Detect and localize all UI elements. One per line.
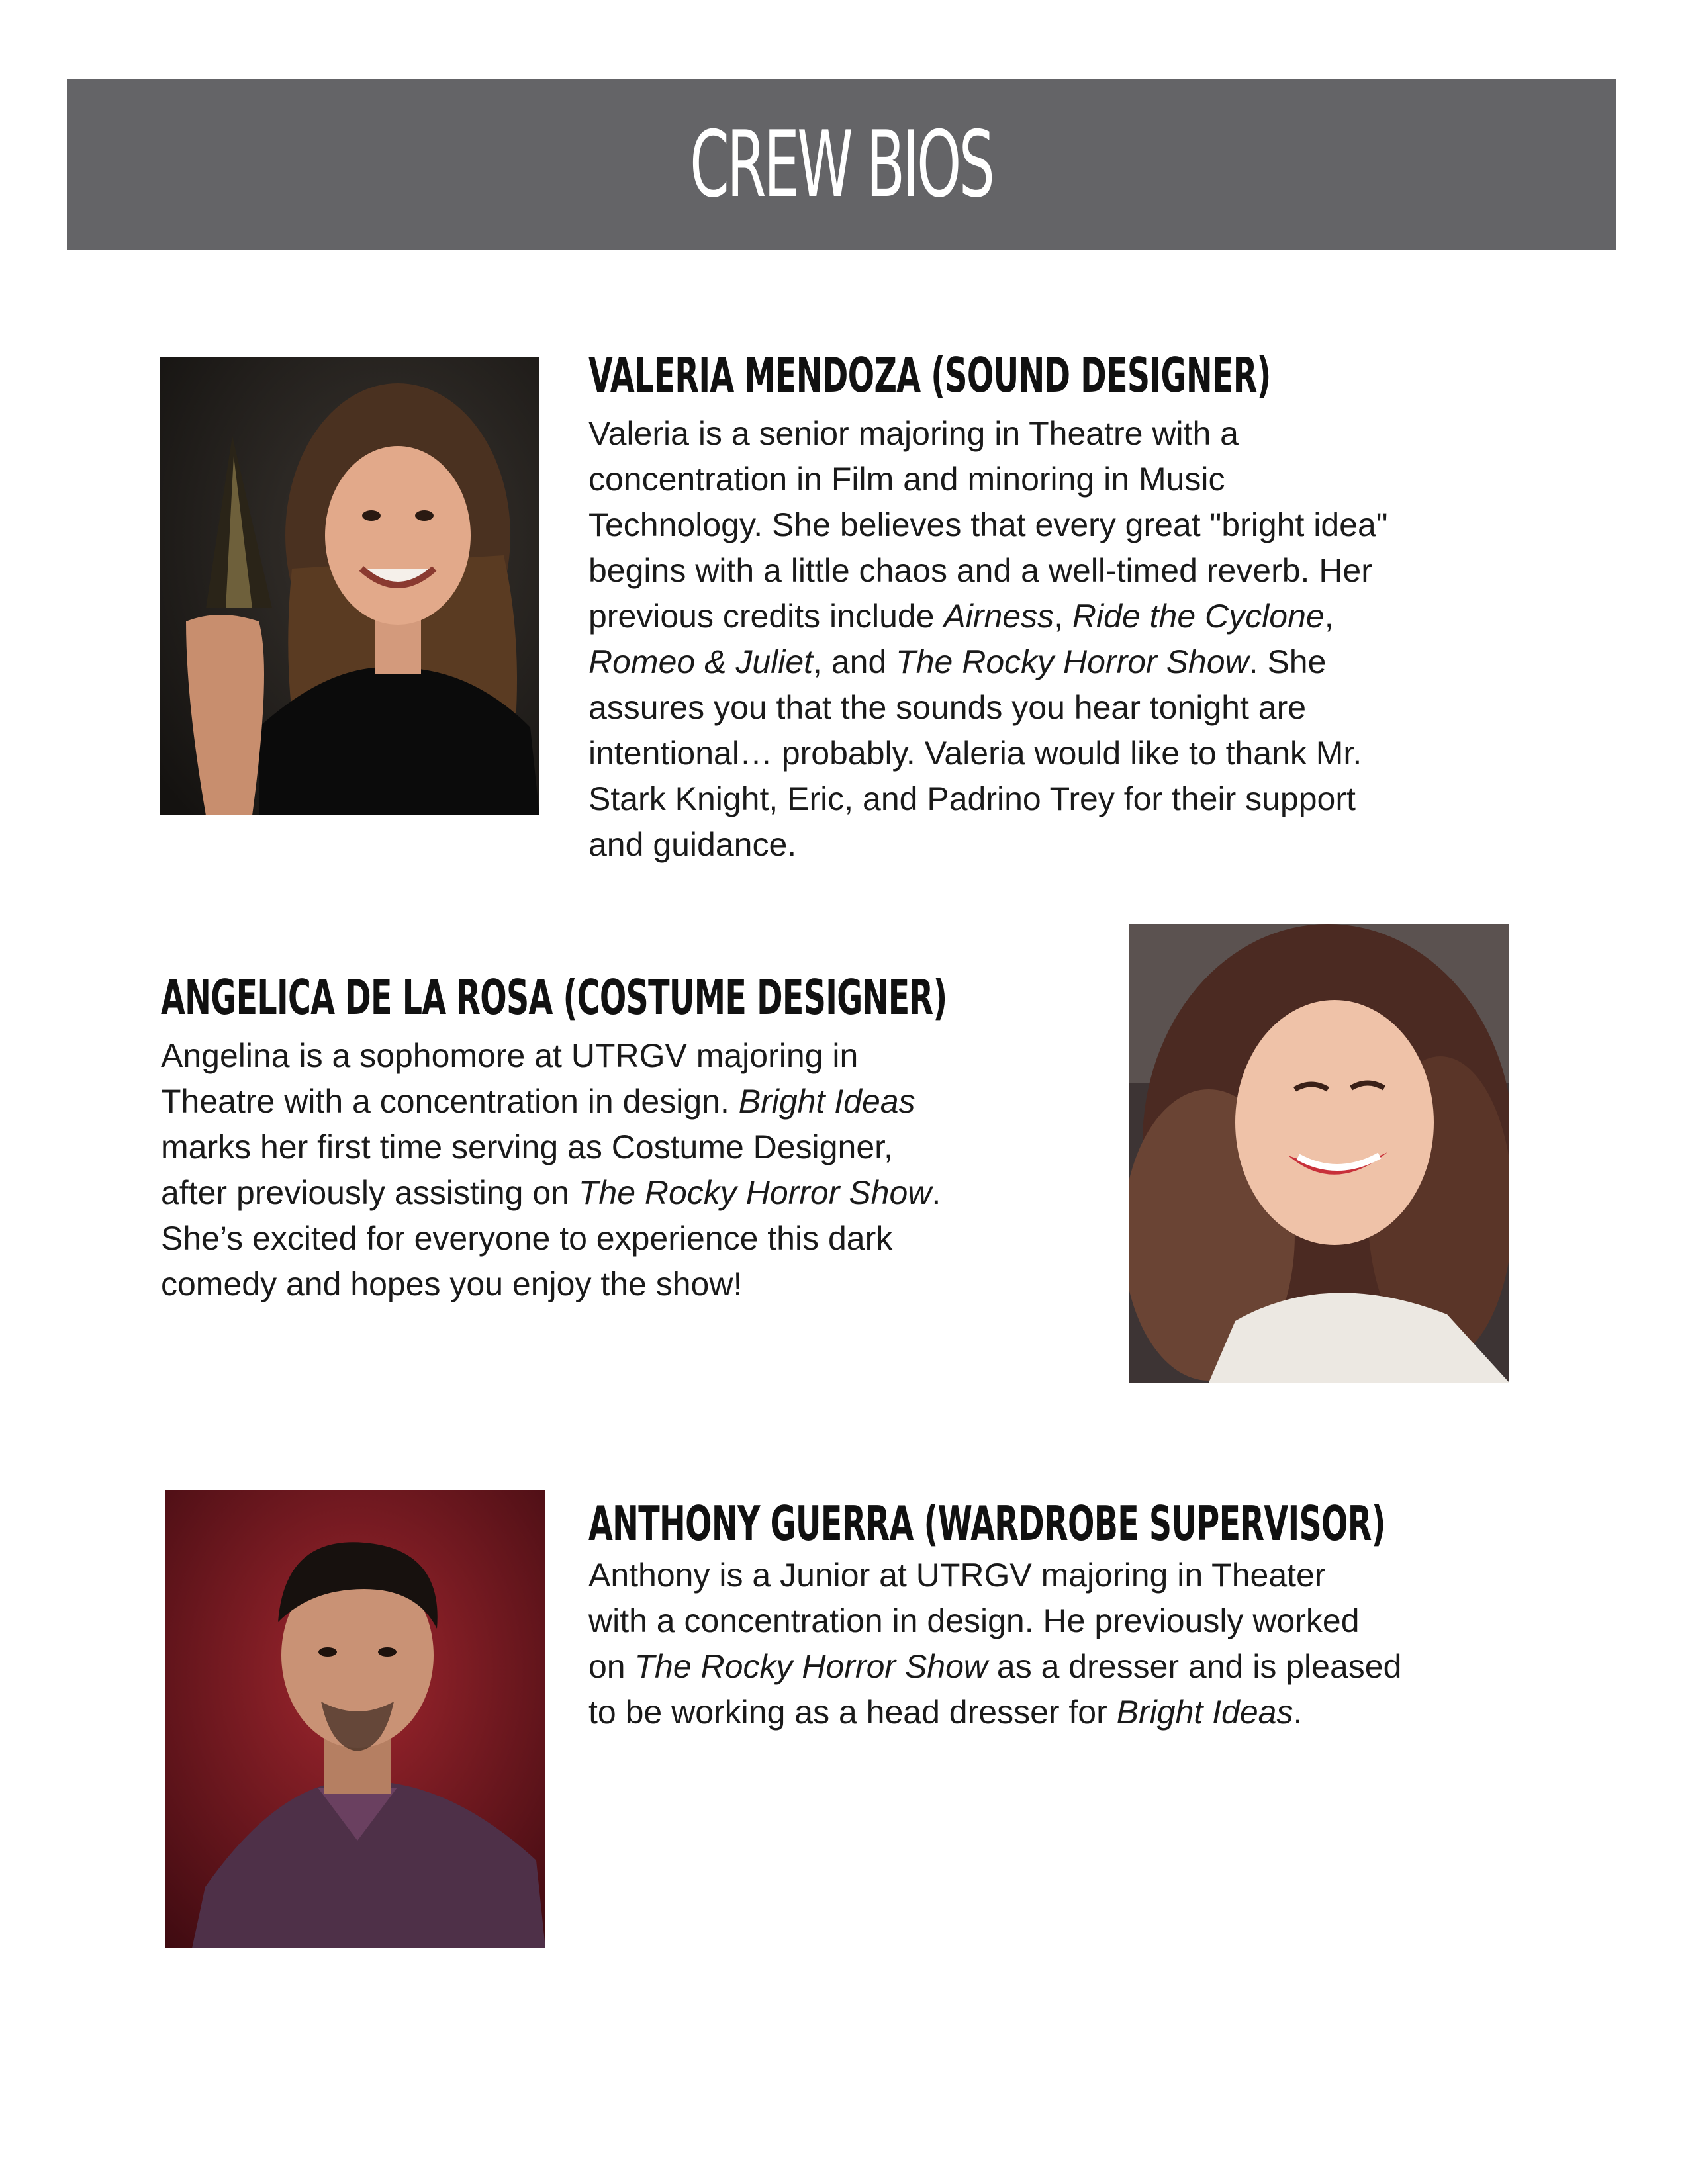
page-title: CREW BIOS [690,111,993,218]
bio-text: . [1293,1694,1303,1731]
bio-text: begins with a little chaos and a well-timed reverb. Her [588,552,1372,589]
bio-italic-title: Airness [943,598,1055,635]
bio-line [161,1261,941,1307]
bio-text: intentional… probably. Valeria would like to thank Mr. [588,735,1362,772]
bio-italic-title: Ride the Cyclone [1072,598,1325,635]
crew-bio-valeria [588,411,1388,868]
bio-text: , [1324,598,1334,635]
bio-line [588,457,1388,502]
bio-line [161,1170,941,1216]
bio-line [588,1644,1401,1690]
crew-name-valeria: VALERIA MENDOZA (SOUND DESIGNER) [588,347,1271,403]
bio-line [161,1216,941,1261]
bio-text: , [1054,598,1072,635]
bio-text: Stark Knight, Eric, and Padrino Trey for their support [588,780,1356,817]
bio-line [588,594,1388,639]
bio-italic-title: The Rocky Horror Show [634,1648,988,1685]
bio-line [588,685,1388,731]
bio-text: . She [1248,643,1327,680]
page-header-banner [67,79,1616,250]
bio-text: on [588,1648,635,1685]
bio-italic-title: Romeo & Juliet [588,643,814,680]
bio-italic-title: Bright Ideas [1116,1694,1293,1731]
bio-line [588,731,1388,776]
crew-bio-anthony [588,1553,1401,1735]
bio-text: Valeria is a senior majoring in Theatre with a [588,415,1239,452]
bio-italic-title: Bright Ideas [738,1083,915,1120]
bio-italic-title: The Rocky Horror Show [578,1174,932,1211]
bio-text: with a concentration in design. He previously worked [588,1602,1360,1639]
bio-line [588,502,1388,548]
crew-photo-anthony [165,1490,545,1948]
bio-text: . [931,1174,941,1211]
bio-text: Anthony is a Junior at UTRGV majoring in Theater [588,1557,1326,1594]
bio-text: Technology. She believes that every great "bright idea" [588,506,1388,543]
crew-photo-angelica [1129,924,1509,1383]
bio-text: She’s excited for everyone to experience this dark [161,1220,893,1257]
bio-text: assures you that the sounds you hear tonight are [588,689,1307,726]
bio-text: Angelina is a sophomore at UTRGV majoring in [161,1037,859,1074]
bio-line [588,548,1388,594]
bio-text: , and [813,643,896,680]
bio-line [588,1598,1401,1644]
bio-italic-title: The Rocky Horror Show [896,643,1249,680]
bio-text: to be working as a head dresser for [588,1694,1117,1731]
crew-name-anthony: ANTHONY GUERRA (WARDROBE SUPERVISOR) [588,1496,1385,1551]
bio-line [588,822,1388,868]
bio-line [161,1124,941,1170]
bio-line [588,411,1388,457]
bio-line [588,639,1388,685]
bio-line [161,1079,941,1124]
bio-line [588,776,1388,822]
bio-text: comedy and hopes you enjoy the show! [161,1265,743,1302]
crew-photo-valeria [160,357,539,815]
bio-text: as a dresser and is pleased [988,1648,1402,1685]
bio-line [588,1690,1401,1735]
bio-text: marks her first time serving as Costume Designer, [161,1128,893,1165]
bio-text: previous credits include [588,598,944,635]
bio-text: concentration in Film and minoring in Music [588,461,1225,498]
crew-name-angelica: ANGELICA DE LA ROSA (COSTUME DESIGNER) [161,970,947,1025]
bio-line [588,1553,1401,1598]
bio-line [161,1033,941,1079]
bio-text: after previously assisting on [161,1174,579,1211]
crew-bio-angelica [161,1033,941,1307]
bio-text: Theatre with a concentration in design. [161,1083,739,1120]
bio-text: and guidance. [588,826,797,863]
